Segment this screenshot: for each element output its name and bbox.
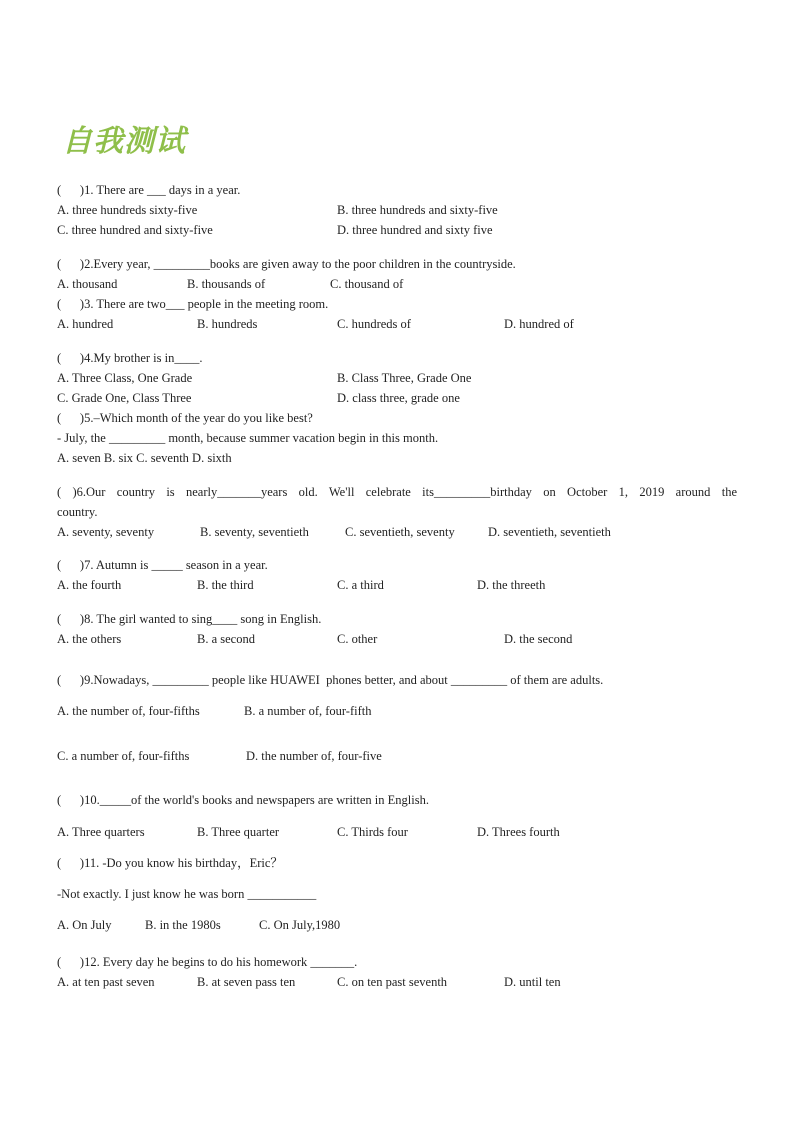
answer-option: D. the second xyxy=(504,632,573,646)
answer-option: B. thousands of xyxy=(187,277,266,291)
answer-option: B. hundreds xyxy=(197,317,258,331)
question-text: ( )3. There are two___ people in the meeting room. xyxy=(57,297,329,311)
answer-option: D. three hundred and sixty five xyxy=(337,223,493,237)
answer-option: C. On July,1980 xyxy=(259,918,341,932)
answer-option: B. a number of, four-fifth xyxy=(244,704,372,718)
question-text: ( )1. There are ___ days in a year. xyxy=(57,183,241,197)
answer-option: A. On July xyxy=(57,918,112,932)
answer-option: A. the others xyxy=(57,632,122,646)
answer-option: A. the number of, four-fifths xyxy=(57,704,200,718)
question-text: -Not exactly. I just know he was born ___________ xyxy=(57,887,317,901)
answer-option: B. the third xyxy=(197,578,254,592)
answer-option: A. thousand xyxy=(57,277,118,291)
page-title: 自我测试 xyxy=(62,124,186,159)
answer-option: B. seventy, seventieth xyxy=(200,525,309,539)
answer-option: D. Threes fourth xyxy=(477,825,560,839)
answer-option: A. the fourth xyxy=(57,578,122,592)
question-text: ( )4.My brother is in____. xyxy=(57,351,203,365)
answer-option: C. three hundred and sixty-five xyxy=(57,223,213,237)
answer-option: C. other xyxy=(337,632,378,646)
answer-option: C. thousand of xyxy=(330,277,404,291)
answer-option: A. Three Class, One Grade xyxy=(57,371,193,385)
answer-option: C. seventieth, seventy xyxy=(345,525,455,539)
answer-option: B. in the 1980s xyxy=(145,918,221,932)
answer-option: D. hundred of xyxy=(504,317,574,331)
answer-option: A. three hundreds sixty-five xyxy=(57,203,198,217)
answer-option: C. on ten past seventh xyxy=(337,975,448,989)
answer-option: C. hundreds of xyxy=(337,317,411,331)
answer-option: B. Class Three, Grade One xyxy=(337,371,472,385)
answer-option: A. seven B. six C. seventh D. sixth xyxy=(57,451,232,465)
answer-option: B. three hundreds and sixty-five xyxy=(337,203,498,217)
answer-option: D. seventieth, seventieth xyxy=(488,525,611,539)
answer-option: D. class three, grade one xyxy=(337,391,460,405)
answer-option: D. until ten xyxy=(504,975,561,989)
question-text: ( )7. Autumn is _____ season in a year. xyxy=(57,558,268,572)
answer-option: A. hundred xyxy=(57,317,114,331)
answer-option: C. Thirds four xyxy=(337,825,408,839)
answer-option: B. a second xyxy=(197,632,255,646)
question-text: - July, the _________ month, because summer vacation begin in this month. xyxy=(57,431,439,445)
answer-option: D. the number of, four-five xyxy=(246,749,382,763)
answer-option: C. a third xyxy=(337,578,384,592)
question-text: ( )8. The girl wanted to sing____ song in English. xyxy=(57,612,322,626)
question-text: ( )6.Our country is nearly_______years old. We'll celebrate its_________birthday on October 1, 2019 around the xyxy=(57,485,737,499)
question-text: country. xyxy=(57,505,98,519)
answer-option: A. Three quarters xyxy=(57,825,145,839)
question-text: ( )5.–Which month of the year do you like best? xyxy=(57,411,313,425)
answer-option: B. at seven pass ten xyxy=(197,975,296,989)
answer-option: C. Grade One, Class Three xyxy=(57,391,192,405)
question-text: ( )2.Every year, _________books are given away to the poor children in the countryside. xyxy=(57,257,516,271)
question-text: ( )10._____of the world's books and newspapers are written in English. xyxy=(57,793,429,807)
question-text: ( )12. Every day he begins to do his homework _______. xyxy=(57,955,358,969)
answer-option: A. at ten past seven xyxy=(57,975,155,989)
answer-option: B. Three quarter xyxy=(197,825,280,839)
answer-option: C. a number of, four-fifths xyxy=(57,749,190,763)
question-text: ( )11. -Do you know his birthday，Eric？ xyxy=(57,856,283,870)
question-text: ( )9.Nowadays, _________ people like HUAWEI phones better, and about _________ of them are adults. xyxy=(57,673,604,687)
answer-option: A. seventy, seventy xyxy=(57,525,155,539)
answer-option: D. the threeth xyxy=(477,578,546,592)
